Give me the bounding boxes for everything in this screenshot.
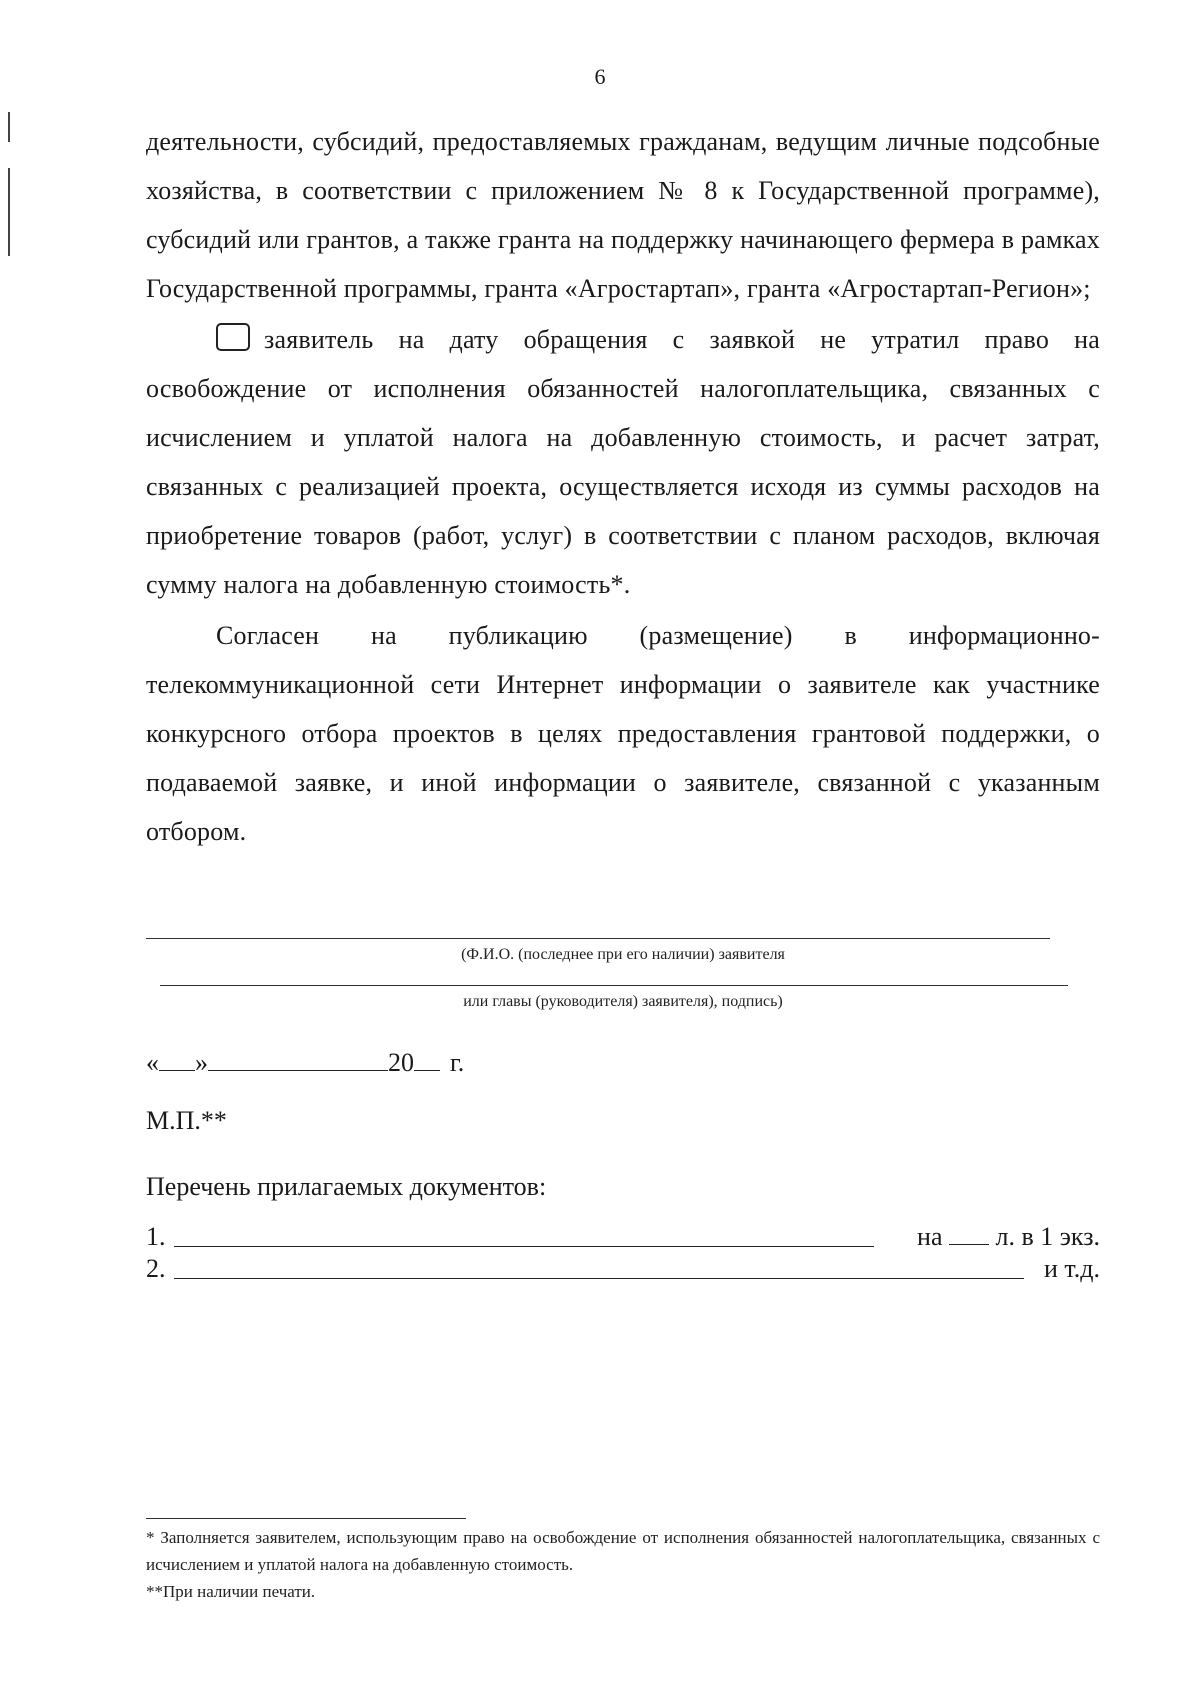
date-line	[146, 1048, 464, 1078]
margin-mark	[8, 112, 10, 142]
attachments-title: Перечень прилагаемых документов:	[146, 1172, 547, 1201]
footnotes	[146, 1524, 1100, 1605]
attachment-row-1	[146, 1222, 1100, 1252]
year-suffix: г.	[450, 1048, 465, 1077]
item-number: 1.	[146, 1222, 166, 1251]
attachment-blank[interactable]	[174, 1246, 874, 1247]
year-blank[interactable]	[414, 1048, 440, 1071]
year-prefix: 20	[388, 1048, 414, 1077]
paragraph-3: Согласен на публикацию (размещение) в информационно-телекоммуникационной сети Интернет информации о заявителе как участнике конкурсного отбора проектов в целях предоставления грантовой поддержки, о подаваемой заявке, и иной информации о заявителе, связанной с указанным отбором.	[146, 621, 1100, 846]
item-number: 2.	[146, 1254, 166, 1283]
paragraph-2	[146, 315, 1100, 609]
item-tail: и т.д.	[1043, 1254, 1100, 1283]
signature-caption-2: или главы (руководителя) заявителя), подпись)	[463, 993, 783, 1010]
margin-mark	[8, 168, 10, 256]
footnote-1: * Заполняется заявителем, использующим право на освобождение от исполнения обязанностей налогоплательщика, связанных с исчислением и уплатой налога на добавленную стоимость.	[146, 1528, 1100, 1574]
attachment-row-2	[146, 1254, 1100, 1284]
footnote-2: **При наличии печати.	[146, 1582, 316, 1601]
signature-line-2	[160, 985, 1068, 986]
close-quote: »	[195, 1048, 208, 1077]
page-number: 6	[594, 64, 606, 89]
paragraph-1: деятельности, субсидий, предоставляемых гражданам, ведущим личные подсобные хозяйства, в соответствии с приложением № 8 к Государственной программе), субсидий или грантов, а также гранта на поддержку начинающего фермера в рамках Государственной программы, гранта «Агростартап», гранта «Агростартап-Регион»;	[146, 127, 1100, 303]
signature-line-1	[146, 938, 1050, 939]
item-tail	[917, 1222, 1100, 1252]
body-text	[146, 117, 1100, 856]
month-blank[interactable]	[208, 1048, 388, 1071]
checkbox[interactable]	[216, 323, 250, 351]
attachment-blank[interactable]	[174, 1278, 1024, 1279]
stamp-label: М.П.**	[146, 1106, 227, 1135]
tail-suffix: л. в 1 экз.	[995, 1222, 1100, 1251]
footnote-rule	[146, 1518, 466, 1519]
day-blank[interactable]	[159, 1048, 195, 1071]
open-quote: «	[146, 1048, 159, 1077]
tail-prefix: на	[917, 1222, 943, 1251]
sheets-blank[interactable]	[949, 1222, 989, 1245]
paragraph-2-text: заявитель на дату обращения с заявкой не утратил право на освобождение от исполнения обязанностей налогоплательщика, связанных с исчислением и уплатой налога на добавленную стоимость, и расчет затрат, связанных с реализацией проекта, осуществляется исходя из суммы расходов на приобретение товаров (работ, услуг) в соответствии с планом расходов, включая сумму налога на добавленную стоимость*.	[146, 325, 1100, 599]
signature-caption-1: (Ф.И.О. (последнее при его наличии) заявителя	[461, 946, 785, 963]
